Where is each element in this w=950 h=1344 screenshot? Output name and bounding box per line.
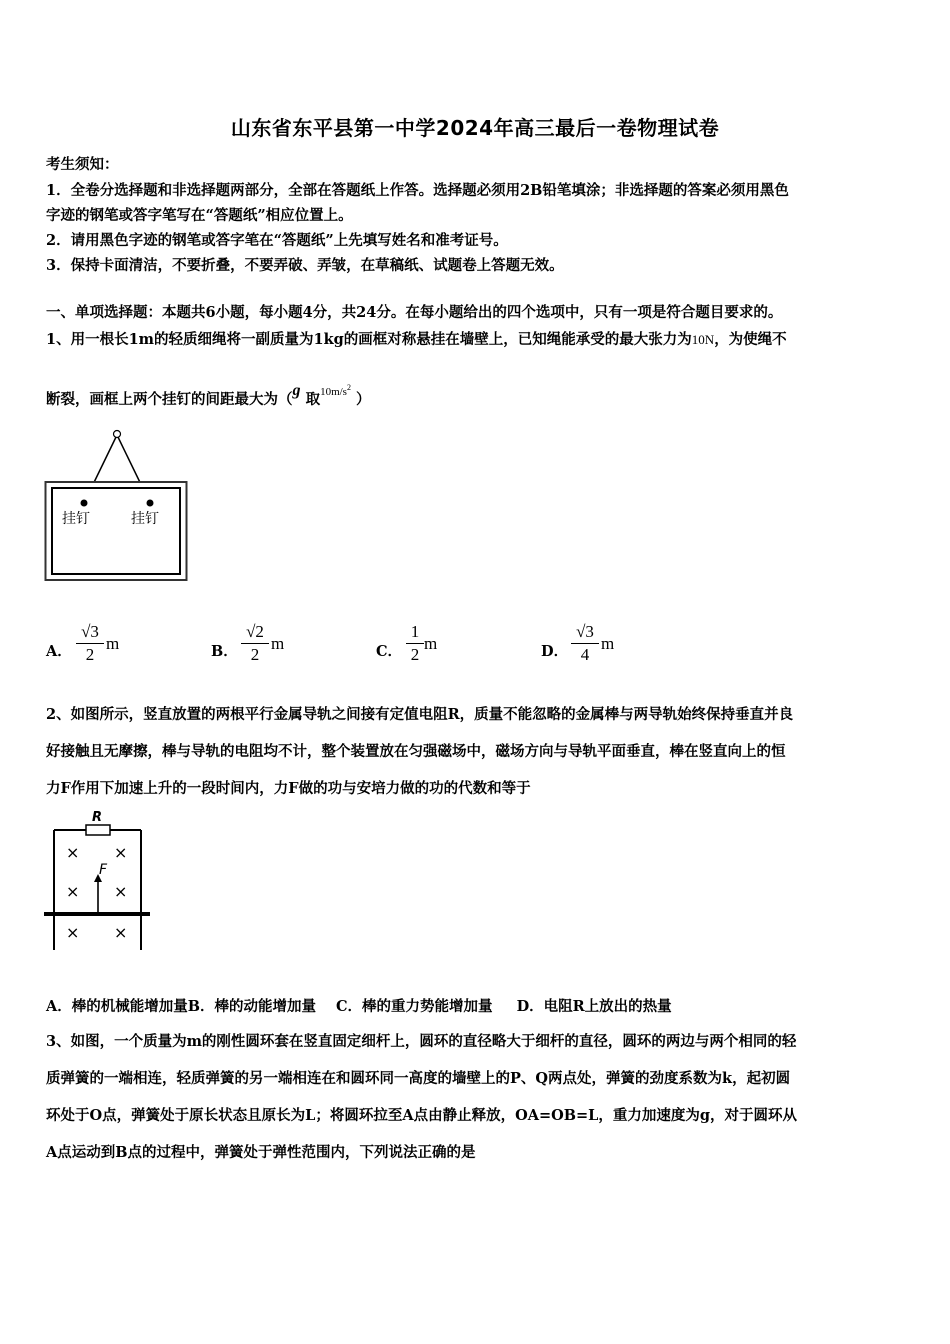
g-symbol: g: [292, 382, 301, 399]
notice-item: 3．保持卡面清洁，不要折叠，不要弄破、弄皱，在草稿纸、试题卷上答题无效。: [46, 257, 564, 274]
numerator: √3: [571, 622, 599, 644]
g-take: 取: [305, 391, 321, 408]
q2-line-3: 力F作用下加速上升的一段时间内，力F做的功与安培力做的功的代数和等于: [46, 780, 531, 797]
q1-line-1: [46, 328, 787, 349]
field-mark: ×: [66, 843, 80, 862]
unit: m: [424, 634, 438, 653]
force-label: F: [99, 862, 108, 878]
g-value: 10m/s: [320, 386, 347, 398]
denominator: 4: [580, 645, 590, 664]
q1-text: 1、用一根长1m的轻质细绳将一副质量为1kg的画框对称悬挂在墙壁上，已知绳能承受的最大张力为: [46, 331, 692, 348]
numerator: √2: [241, 622, 269, 644]
picture-frame-figure: [44, 428, 190, 584]
rail-circuit-figure: [44, 808, 152, 954]
q2-options: [46, 995, 672, 1016]
nail-left-label: 挂钉: [62, 511, 90, 527]
option-c[interactable]: C．棒的重力势能增加量: [336, 998, 493, 1015]
q2-line-2: 好接触且无摩擦，棒与导轨的电阻均不计，整个装置放在匀强磁场中，磁场方向与导轨平面垂直，棒在竖直向上的恒: [46, 743, 786, 760]
q1-tension: 10N: [691, 332, 715, 347]
page-title: 山东省东平县第一中学2024年高三最后一卷物理试卷: [230, 116, 720, 140]
option-d[interactable]: D．电阻R上放出的热量: [516, 998, 672, 1015]
unit: m: [271, 634, 285, 653]
option-a-frac: [76, 622, 104, 665]
q1-text-2: 断裂，画框上两个挂钉的间距最大为（: [46, 391, 293, 408]
field-mark: ×: [114, 843, 128, 862]
field-mark: ×: [66, 882, 80, 901]
option-d-frac: [571, 622, 599, 665]
section-heading: 一、单项选择题：本题共6小题，每小题4分，共24分。在每小题给出的四个选项中，只有一项是符合题目要求的。: [46, 304, 783, 321]
q1-line-2: [46, 382, 371, 409]
hook-right-icon: [147, 500, 154, 507]
q2-line-1: 2、如图所示，竖直放置的两根平行金属导轨之间接有定值电阻R，质量不能忽略的金属棒与两导轨始终保持垂直并良: [46, 706, 794, 723]
wall-nail-icon: [114, 431, 121, 438]
notice-item: 1．全卷分选择题和非选择题两部分，全部在答题纸上作答。选择题必须用2B铅笔填涂；非选择题的答案必须用黑色: [46, 182, 789, 199]
field-mark: ×: [114, 923, 128, 942]
q3-line-2: 质弹簧的一端相连，轻质弹簧的另一端相连在和圆环同一高度的墙壁上的P、Q两点处，弹簧的劲度系数为k，起初圆: [46, 1070, 791, 1087]
notice-heading: 考生须知：: [46, 156, 119, 173]
q1-tail-2: ）: [356, 391, 371, 408]
notice-item: 字迹的钢笔或答字笔写在“答题纸”相应位置上。: [46, 207, 353, 224]
q3-line-3: 环处于O点，弹簧处于原长状态且原长为L；将圆环拉至A点由静止释放，OA=OB=L，重力加速度为g，对于圆环从: [46, 1107, 797, 1124]
g-exponent: 2: [346, 383, 351, 392]
unit: m: [106, 634, 120, 653]
option-a[interactable]: A．棒的机械能增加量: [46, 998, 188, 1015]
option-label: D．: [541, 643, 569, 660]
q1-tail: ，为使绳不: [714, 331, 787, 348]
resistor-icon: [86, 825, 110, 835]
q3-line-4: A点运动到B点的过程中，弹簧处于弹性范围内，下列说法正确的是: [46, 1144, 476, 1161]
notice-item: 2．请用黑色字迹的钢笔或答字笔在“答题纸”上先填写姓名和准考证号。: [46, 232, 508, 249]
field-mark: ×: [66, 923, 80, 942]
hook-left-icon: [81, 500, 88, 507]
nail-right-label: 挂钉: [131, 511, 159, 527]
option-label: A．: [46, 643, 72, 660]
q3-line-1: 3、如图，一个质量为m的刚性圆环套在竖直固定细杆上，圆环的直径略大于细杆的直径，圆环的两边与两个相同的轻: [46, 1033, 797, 1050]
option-label: C．: [376, 643, 403, 660]
numerator: 1: [406, 622, 424, 644]
denominator: 2: [410, 645, 420, 664]
field-mark: ×: [114, 882, 128, 901]
resistor-label: R: [92, 810, 103, 825]
numerator: √3: [76, 622, 104, 644]
metal-rod: [44, 912, 150, 916]
frame-outer: [46, 482, 187, 580]
unit: m: [601, 634, 615, 653]
denominator: 2: [250, 645, 260, 664]
option-label: B．: [211, 643, 238, 660]
option-b-frac: [241, 622, 269, 665]
option-c-frac: [406, 622, 424, 665]
option-b[interactable]: B．棒的动能增加量: [187, 998, 317, 1015]
denominator: 2: [85, 645, 95, 664]
